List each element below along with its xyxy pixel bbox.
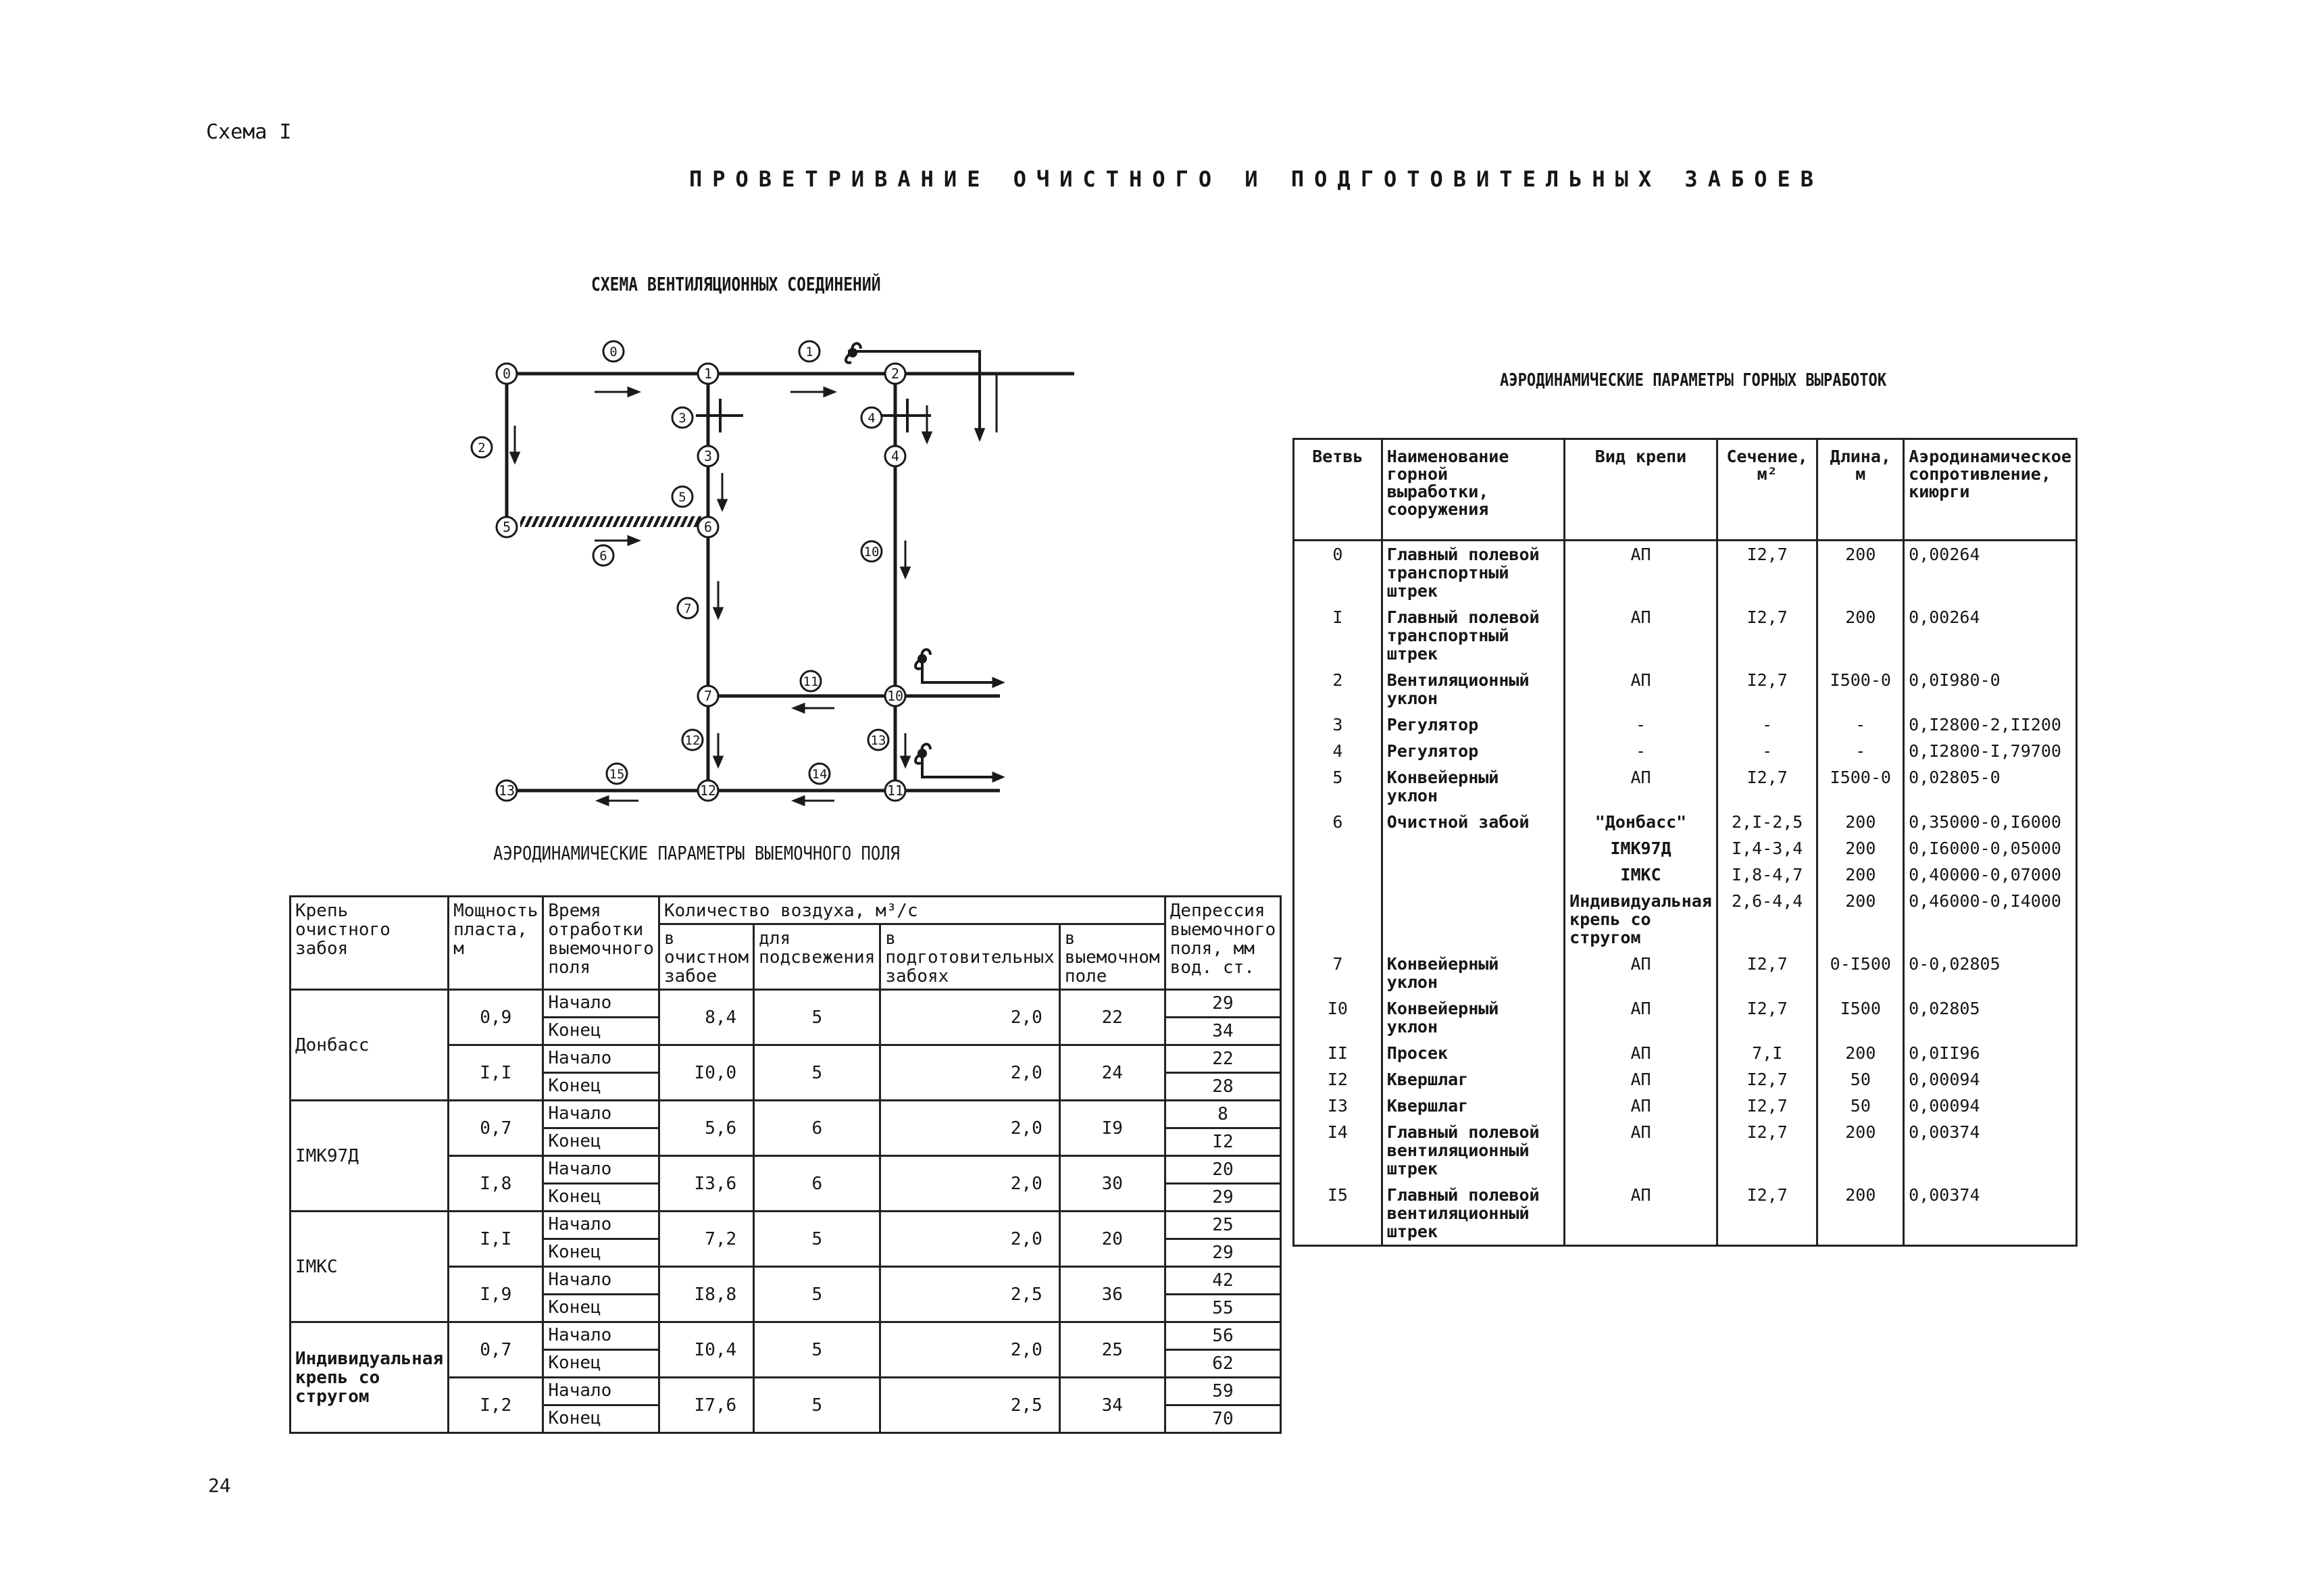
table-cell: I0,0 <box>659 1045 753 1101</box>
table-cell: I0 <box>1294 995 1382 1040</box>
scheme-label: Схема I <box>206 120 292 144</box>
table-cell: Вентиляционный уклон <box>1382 667 1564 712</box>
table-cell: 0-0,02805 <box>1904 951 2077 995</box>
fan-icon <box>846 343 861 363</box>
table-cell: Конвейерный уклон <box>1382 951 1564 995</box>
table-cell: 0,02805-0 <box>1904 764 2077 809</box>
table-cell: 0,I2800-2,II200 <box>1904 712 2077 738</box>
table-cell: Конец <box>543 1184 659 1212</box>
table-cell: 5 <box>754 1378 880 1433</box>
table-cell: АП <box>1565 951 1717 995</box>
table-cell: 7,2 <box>659 1212 753 1267</box>
table-cell: - <box>1717 738 1817 764</box>
col-name: Наименование горной выработки, сооружения <box>1382 439 1564 541</box>
branch-label-10: 10 <box>863 545 880 559</box>
field-table-title: АЭРОДИНАМИЧЕСКИЕ ПАРАМЕТРЫ ВЫЕМОЧНОГО ПОЛЯ <box>493 842 900 864</box>
table-cell: 28 <box>1165 1073 1281 1101</box>
col-support: Крепь очистного забоя <box>291 897 449 990</box>
table-cell: I2,7 <box>1717 951 1817 995</box>
table-cell: I,I <box>449 1045 543 1101</box>
table-cell: 5 <box>1294 764 1382 809</box>
table-cell: 0,00264 <box>1904 541 2077 605</box>
table-cell: 0,00374 <box>1904 1182 2077 1246</box>
branch-label-7: 7 <box>684 601 692 616</box>
table-cell: I2,7 <box>1717 604 1817 667</box>
table-cell: I4 <box>1294 1119 1382 1182</box>
table-cell: 2,0 <box>880 1156 1059 1212</box>
table-cell: АП <box>1565 1182 1717 1246</box>
table-cell: I3,6 <box>659 1156 753 1212</box>
col-resistance: Аэродинамическое сопротивление, киюрги <box>1904 439 2077 541</box>
table-cell: 200 <box>1817 862 1904 888</box>
table-cell: 24 <box>1059 1045 1165 1101</box>
table-cell: 34 <box>1059 1378 1165 1433</box>
diagram-title: СХЕМА ВЕНТИЛЯЦИОННЫХ СОЕДИНЕНИЙ <box>591 273 881 295</box>
table-cell: 200 <box>1817 1119 1904 1182</box>
table-cell: 0,0II96 <box>1904 1040 2077 1066</box>
table-cell: АП <box>1565 1040 1717 1066</box>
table-cell: 0,00374 <box>1904 1119 2077 1182</box>
branch-label-15: 15 <box>609 767 625 782</box>
col-air-leak: для подсвежения <box>754 924 880 990</box>
table-cell: I,8-4,7 <box>1717 862 1817 888</box>
table-cell: Конвейерный уклон <box>1382 995 1564 1040</box>
col-thickness: Мощность пласта, м <box>449 897 543 990</box>
table-cell: АП <box>1565 604 1717 667</box>
branch-label-3: 3 <box>678 411 686 426</box>
table-cell: 5,6 <box>659 1101 753 1156</box>
table-cell: Начало <box>543 990 659 1018</box>
table-cell: Регулятор <box>1382 712 1564 738</box>
table-row <box>1294 1182 2077 1246</box>
table-cell: I2,7 <box>1717 764 1817 809</box>
table-cell: АП <box>1565 541 1717 605</box>
aero-table-title: АЭРОДИНАМИЧЕСКИЕ ПАРАМЕТРЫ ГОРНЫХ ВЫРАБОТОК <box>1500 370 1887 391</box>
table-cell: I,9 <box>449 1267 543 1322</box>
col-air: Количество воздуха, м³/с <box>659 897 1165 924</box>
table-row <box>1294 764 2077 809</box>
table-cell <box>1382 835 1564 862</box>
table-cell: 0,35000-0,I6000 <box>1904 809 2077 835</box>
node-10: 10 <box>886 688 904 704</box>
branch-label-0: 0 <box>609 345 618 359</box>
table-cell: I500-0 <box>1817 764 1904 809</box>
node-3: 3 <box>703 448 713 464</box>
table-cell: Регулятор <box>1382 738 1564 764</box>
col-air-field: в выемочном поле <box>1059 924 1165 990</box>
table-cell: АП <box>1565 667 1717 712</box>
table-cell: 5 <box>754 1212 880 1267</box>
table-cell: - <box>1817 712 1904 738</box>
node-12: 12 <box>699 782 717 799</box>
table-cell: Конец <box>543 1018 659 1045</box>
table-row <box>1294 738 2077 764</box>
table-cell: I8,8 <box>659 1267 753 1322</box>
table-row <box>1294 995 2077 1040</box>
table-cell: - <box>1817 738 1904 764</box>
node-7: 7 <box>703 688 713 704</box>
table-cell: Конвейерный уклон <box>1382 764 1564 809</box>
node-1: 1 <box>703 366 713 382</box>
table-cell: 0,00094 <box>1904 1066 2077 1093</box>
table-cell: Очистной забой <box>1382 809 1564 835</box>
table-cell: 5 <box>754 990 880 1045</box>
table-row <box>1294 1040 2077 1066</box>
table-cell: IМКС <box>1565 862 1717 888</box>
table-cell: 5 <box>754 1322 880 1378</box>
branch-label-13: 13 <box>870 733 886 748</box>
table-cell: 22 <box>1165 1045 1281 1073</box>
table-cell <box>1294 862 1382 888</box>
table-cell: I0,4 <box>659 1322 753 1378</box>
table-row <box>1294 835 2077 862</box>
table-cell: Конец <box>543 1405 659 1433</box>
table-cell: 29 <box>1165 1184 1281 1212</box>
table-cell: 0,I6000-0,05000 <box>1904 835 2077 862</box>
branch-label-4: 4 <box>867 411 876 426</box>
table-cell: I500 <box>1817 995 1904 1040</box>
table-cell: I500-0 <box>1817 667 1904 712</box>
table-cell: 25 <box>1165 1212 1281 1239</box>
table-row <box>1294 667 2077 712</box>
table-row <box>1294 888 2077 951</box>
table-cell: 20 <box>1059 1212 1165 1267</box>
table-cell: 200 <box>1817 835 1904 862</box>
table-row <box>1294 809 2077 835</box>
table-cell: 29 <box>1165 990 1281 1018</box>
table-cell: Квершлаг <box>1382 1093 1564 1119</box>
table-cell: Главный полевой вентиляционный штрек <box>1382 1182 1564 1246</box>
table-cell: Конец <box>543 1239 659 1267</box>
table-cell: I3 <box>1294 1093 1382 1119</box>
col-section: Сечение, м² <box>1717 439 1817 541</box>
col-depression: Депрессия выемочного поля, мм вод. ст. <box>1165 897 1281 990</box>
table-cell: 8,4 <box>659 990 753 1045</box>
table-cell: 0,00264 <box>1904 604 2077 667</box>
table-cell: 0,9 <box>449 990 543 1045</box>
table-row <box>1294 862 2077 888</box>
col-air-prep: в подготовительных забоях <box>880 924 1059 990</box>
branch-label-12: 12 <box>684 733 701 748</box>
branch-label-6: 6 <box>599 549 607 564</box>
table-cell: 30 <box>1059 1156 1165 1212</box>
table-cell: 5 <box>754 1045 880 1101</box>
table-cell: 200 <box>1817 1182 1904 1246</box>
node-6: 6 <box>703 519 713 535</box>
table-cell: I2,7 <box>1717 541 1817 605</box>
table-cell: 7,I <box>1717 1040 1817 1066</box>
branch-label-5: 5 <box>678 490 686 505</box>
table-cell: Конец <box>543 1350 659 1378</box>
table-cell: 0,I2800-I,79700 <box>1904 738 2077 764</box>
table-cell: 50 <box>1817 1066 1904 1093</box>
table-cell: АП <box>1565 1066 1717 1093</box>
table-cell: 56 <box>1165 1322 1281 1350</box>
table-cell: I9 <box>1059 1101 1165 1156</box>
face-hatch <box>520 516 701 527</box>
table-cell: I2,7 <box>1717 1119 1817 1182</box>
table-cell: I2,7 <box>1717 1093 1817 1119</box>
table-cell: 2,0 <box>880 1212 1059 1267</box>
table-cell: 2,0 <box>880 1322 1059 1378</box>
table-cell: I2,7 <box>1717 1182 1817 1246</box>
table-cell: Начало <box>543 1101 659 1128</box>
table-cell: 200 <box>1817 604 1904 667</box>
table-cell: 5 <box>754 1267 880 1322</box>
table-cell: I2,7 <box>1717 667 1817 712</box>
table-cell: 6 <box>754 1156 880 1212</box>
node-5: 5 <box>502 519 511 535</box>
table-cell: 2,6-4,4 <box>1717 888 1817 951</box>
table-cell: - <box>1717 712 1817 738</box>
table-cell: Начало <box>543 1378 659 1405</box>
table-cell: 200 <box>1817 1040 1904 1066</box>
table-cell: 0,0I980-0 <box>1904 667 2077 712</box>
table-cell: Начало <box>543 1322 659 1350</box>
table-cell: I5 <box>1294 1182 1382 1246</box>
table-cell <box>1382 888 1564 951</box>
col-length: Длина, м <box>1817 439 1904 541</box>
table-row <box>1294 951 2077 995</box>
table-cell: Конец <box>543 1073 659 1101</box>
node-11: 11 <box>886 782 904 799</box>
table-cell: Начало <box>543 1156 659 1184</box>
col-branch: Ветвь <box>1294 439 1382 541</box>
table-cell: 200 <box>1817 809 1904 835</box>
branch-label-1: 1 <box>805 345 813 359</box>
col-time: Время отработки выемочного поля <box>543 897 659 990</box>
table-cell <box>1382 862 1564 888</box>
table-cell: 4 <box>1294 738 1382 764</box>
support-cell: Донбасс <box>291 990 449 1101</box>
table-cell: 70 <box>1165 1405 1281 1433</box>
table-cell: - <box>1565 738 1717 764</box>
col-air-face: в очистном забое <box>659 924 753 990</box>
table-cell: 2 <box>1294 667 1382 712</box>
workings-parameters-table <box>1292 438 2078 1247</box>
table-cell: 42 <box>1165 1267 1281 1295</box>
table-cell: 2,0 <box>880 1101 1059 1156</box>
table-cell: II <box>1294 1040 1382 1066</box>
branch-label-11: 11 <box>803 674 819 689</box>
table-cell: 50 <box>1817 1093 1904 1119</box>
table-row <box>1294 1119 2077 1182</box>
table-cell: - <box>1565 712 1717 738</box>
table-cell: 25 <box>1059 1322 1165 1378</box>
field-parameters-table <box>289 895 1282 1434</box>
table-cell: 0 <box>1294 541 1382 605</box>
table-cell: I,4-3,4 <box>1717 835 1817 862</box>
table-row <box>1294 1093 2077 1119</box>
table-cell: 7 <box>1294 951 1382 995</box>
col-support-type: Вид крепи <box>1565 439 1717 541</box>
support-cell: Индивидуальная крепь со стругом <box>291 1322 449 1433</box>
branch-label-14: 14 <box>811 767 828 782</box>
page-title: ПРОВЕТРИВАНИЕ ОЧИСТНОГО И ПОДГОТОВИТЕЛЬНЫХ ЗАБОЕВ <box>689 166 1824 192</box>
table-cell: Начало <box>543 1045 659 1073</box>
table-cell: АП <box>1565 1093 1717 1119</box>
table-cell: АП <box>1565 764 1717 809</box>
table-cell: Главный полевой транспортный штрек <box>1382 604 1564 667</box>
table-cell: 0-I500 <box>1817 951 1904 995</box>
table-cell: 55 <box>1165 1295 1281 1322</box>
table-cell: I,2 <box>449 1378 543 1433</box>
table-cell: 6 <box>1294 809 1382 835</box>
table-cell: 0,02805 <box>1904 995 2077 1040</box>
table-cell: 29 <box>1165 1239 1281 1267</box>
table-cell: АП <box>1565 995 1717 1040</box>
table-cell: 200 <box>1817 541 1904 605</box>
table-cell: Конец <box>543 1128 659 1156</box>
table-cell: Начало <box>543 1267 659 1295</box>
table-cell: 200 <box>1817 888 1904 951</box>
table-row <box>1294 604 2077 667</box>
table-cell: "Донбасс" <box>1565 809 1717 835</box>
table-cell: Главный полевой вентиляционный штрек <box>1382 1119 1564 1182</box>
table-cell: АП <box>1565 1119 1717 1182</box>
table-cell: I2,7 <box>1717 995 1817 1040</box>
table-cell: 34 <box>1165 1018 1281 1045</box>
table-cell: I,8 <box>449 1156 543 1212</box>
table-cell: 0,00094 <box>1904 1093 2077 1119</box>
table-cell: 20 <box>1165 1156 1281 1184</box>
table-cell: Конец <box>543 1295 659 1322</box>
table-cell: Индивидуальная крепь со стругом <box>1565 888 1717 951</box>
support-cell: IМК97Д <box>291 1101 449 1212</box>
table-row <box>1294 541 2077 605</box>
table-cell: I2 <box>1294 1066 1382 1093</box>
table-cell: 2,5 <box>880 1267 1059 1322</box>
table-cell: 0,46000-0,I4000 <box>1904 888 2077 951</box>
table-cell: Квершлаг <box>1382 1066 1564 1093</box>
table-cell: I,I <box>449 1212 543 1267</box>
branch-label-2: 2 <box>478 441 486 455</box>
table-cell: 2,0 <box>880 990 1059 1045</box>
table-cell: 2,0 <box>880 1045 1059 1101</box>
table-cell: 3 <box>1294 712 1382 738</box>
table-row <box>1294 712 2077 738</box>
node-0: 0 <box>502 366 511 382</box>
table-cell: 0,40000-0,07000 <box>1904 862 2077 888</box>
table-cell: 36 <box>1059 1267 1165 1322</box>
table-cell: 62 <box>1165 1350 1281 1378</box>
ventilation-diagram <box>0 0 1149 831</box>
table-cell: 8 <box>1165 1101 1281 1128</box>
table-cell: Главный полевой транспортный штрек <box>1382 541 1564 605</box>
page-number: 24 <box>208 1474 231 1497</box>
table-cell: 2,5 <box>880 1378 1059 1433</box>
table-cell <box>1294 835 1382 862</box>
table-cell: 0,7 <box>449 1101 543 1156</box>
table-cell: I2,7 <box>1717 1066 1817 1093</box>
support-cell: IМКС <box>291 1212 449 1322</box>
table-cell: Начало <box>543 1212 659 1239</box>
table-cell: I <box>1294 604 1382 667</box>
table-cell: Просек <box>1382 1040 1564 1066</box>
table-cell: 0,7 <box>449 1322 543 1378</box>
table-cell: 6 <box>754 1101 880 1156</box>
table-cell: 2,I-2,5 <box>1717 809 1817 835</box>
node-4: 4 <box>890 448 900 464</box>
table-cell: I7,6 <box>659 1378 753 1433</box>
node-13: 13 <box>498 782 515 799</box>
table-cell: I2 <box>1165 1128 1281 1156</box>
table-cell: 59 <box>1165 1378 1281 1405</box>
table-cell: 22 <box>1059 990 1165 1045</box>
table-cell: IМК97Д <box>1565 835 1717 862</box>
table-row <box>1294 1066 2077 1093</box>
table-cell <box>1294 888 1382 951</box>
node-2: 2 <box>890 366 900 382</box>
